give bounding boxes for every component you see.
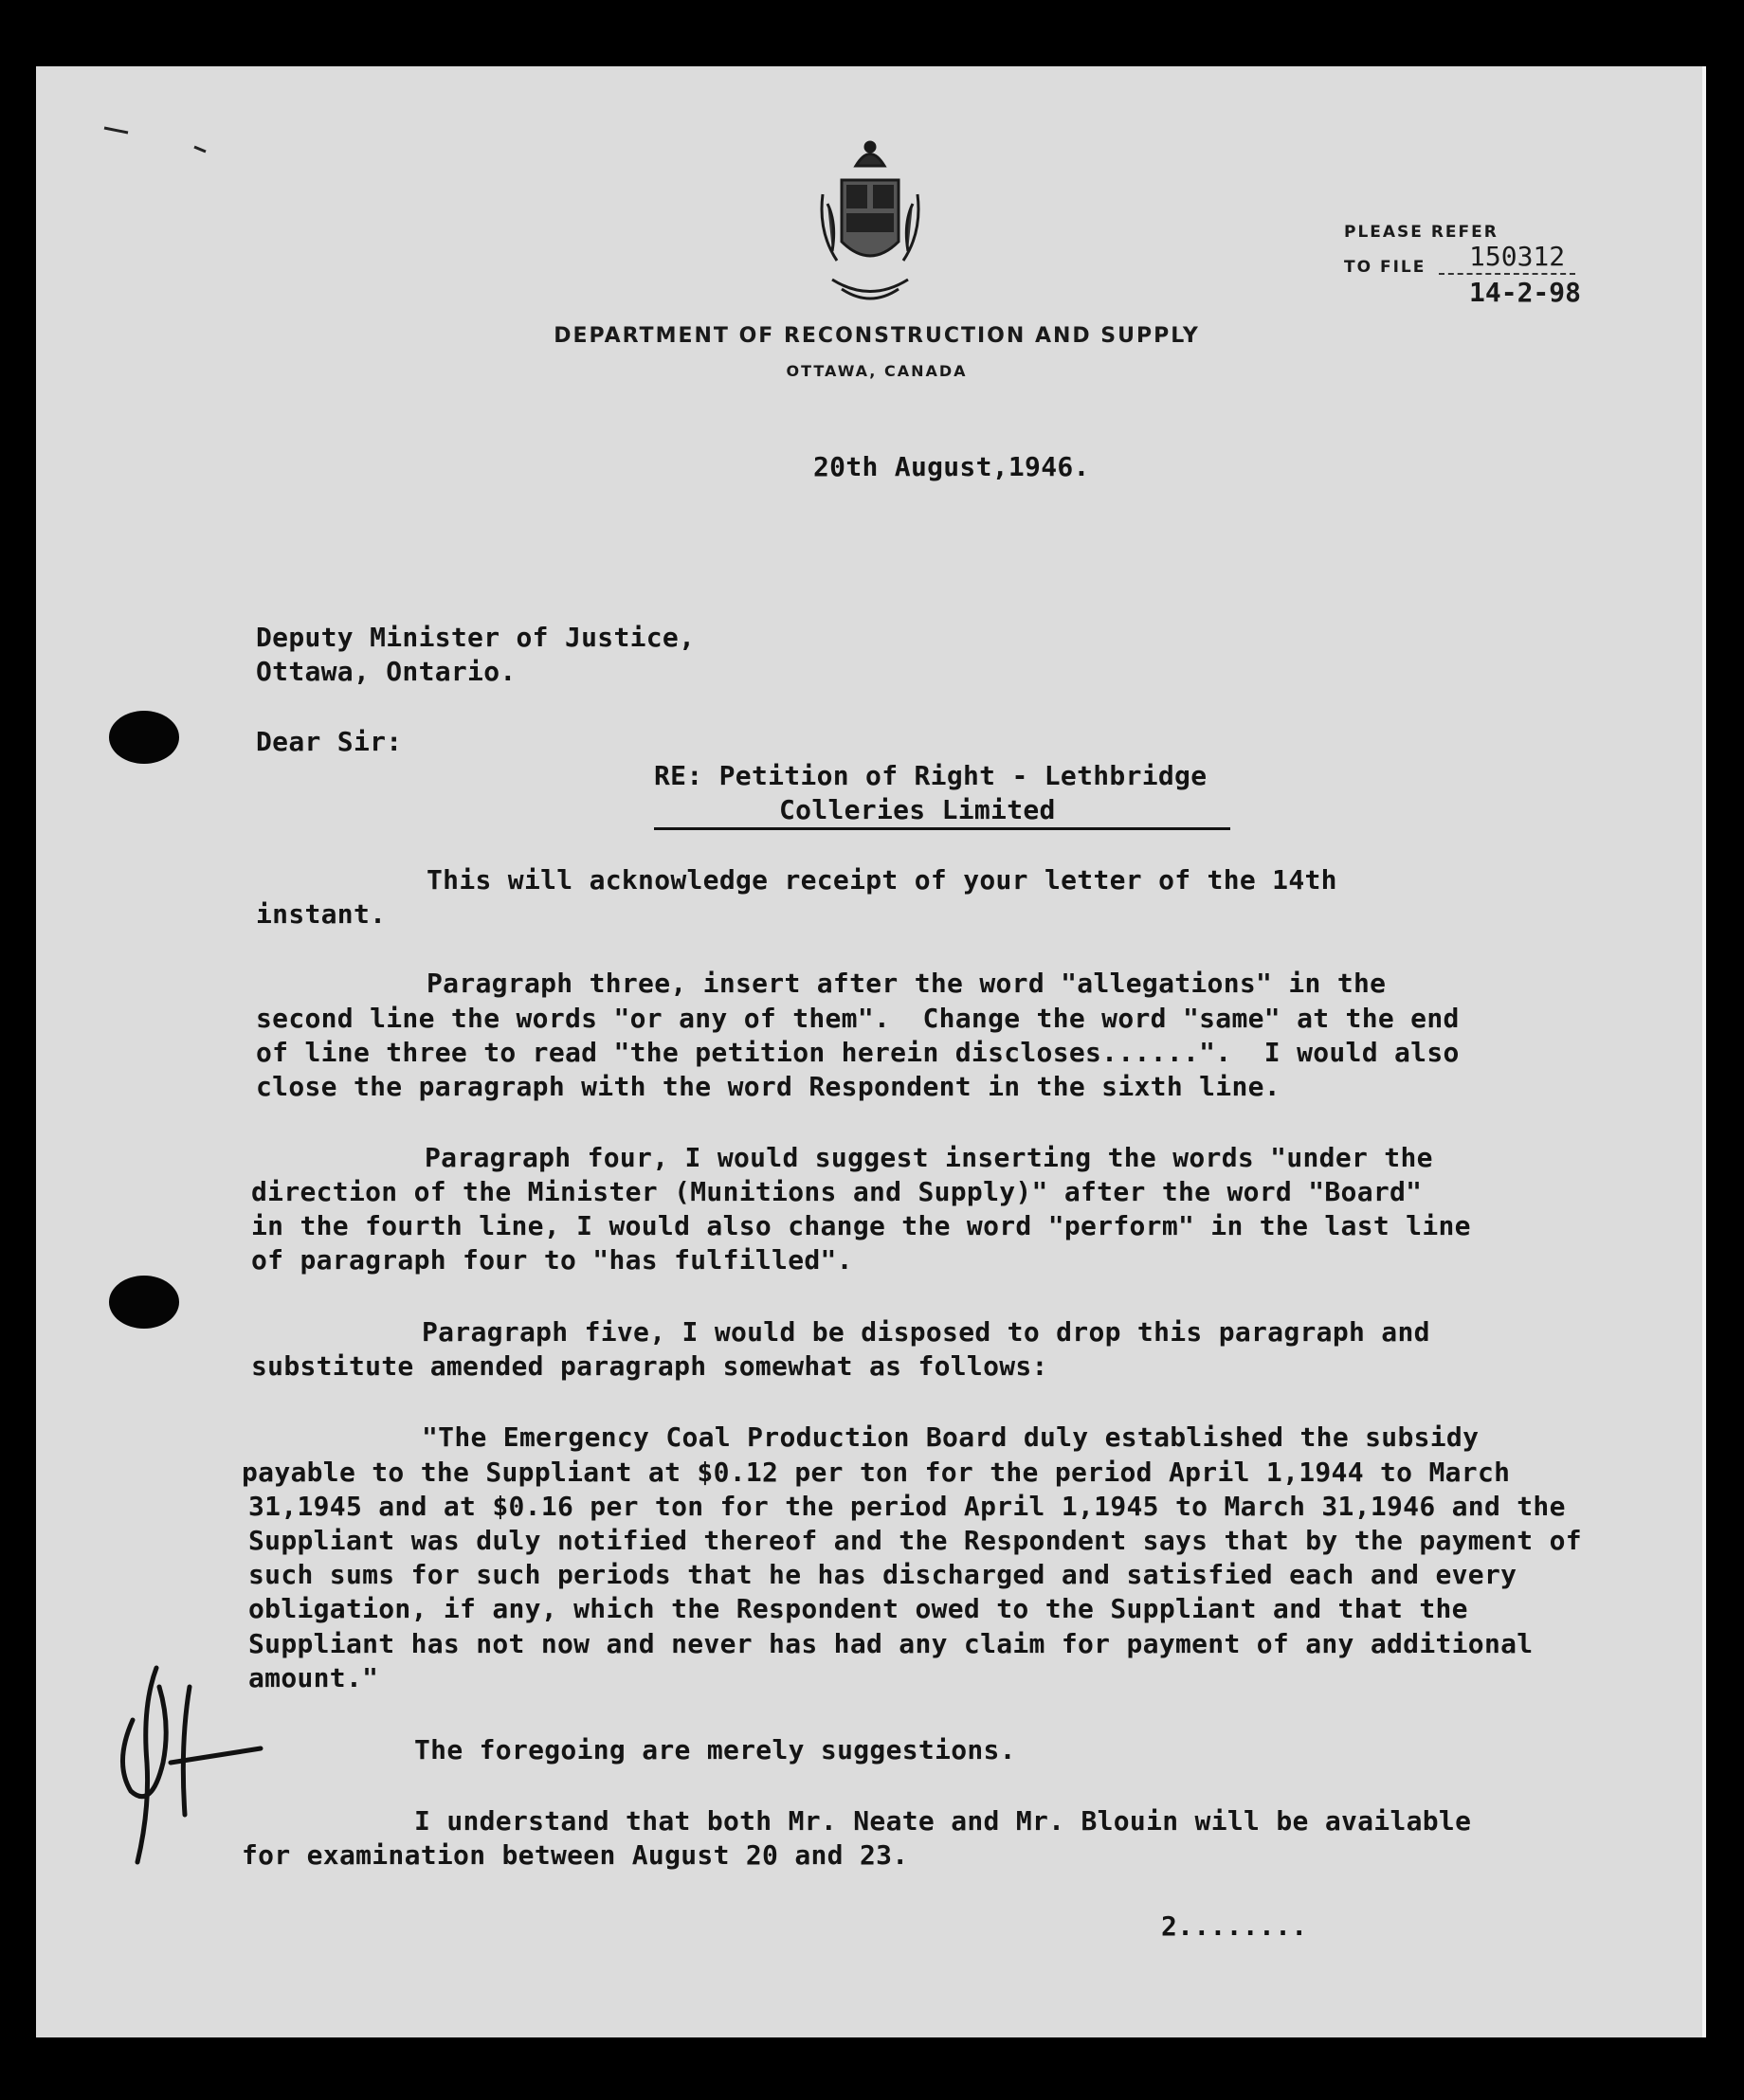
body-line: of paragraph four to "has fulfilled". <box>251 1244 853 1276</box>
department-name: DEPARTMENT OF RECONSTRUCTION AND SUPPLY <box>554 324 1200 348</box>
handwritten-initials <box>104 1649 265 1876</box>
file-dash-line <box>1439 273 1575 275</box>
department-city: OTTAWA, CANADA <box>786 362 968 380</box>
body-line: instant. <box>256 898 387 930</box>
subject-line-1: RE: Petition of Right - Lethbridge <box>654 760 1208 791</box>
quote-line: "The Emergency Coal Production Board duly established the subsidy <box>422 1421 1480 1453</box>
body-line: Paragraph five, I would be disposed to drop this paragraph and <box>422 1316 1430 1348</box>
punch-hole <box>109 711 179 764</box>
body-line: Paragraph four, I would suggest inserting the words "under the <box>425 1142 1433 1173</box>
punch-hole <box>109 1276 179 1329</box>
body-line: second line the words "or any of them". Change the word "same" at the end <box>256 1003 1460 1034</box>
body-line: This will acknowledge receipt of your letter of the 14th <box>427 864 1337 896</box>
subject-line-2: Colleries Limited <box>779 794 1056 825</box>
subject-underline <box>654 827 1230 830</box>
file-sub-number: 14-2-98 <box>1469 277 1582 308</box>
body-line: Paragraph three, insert after the word "allegations" in the <box>427 968 1387 999</box>
body-line: in the fourth line, I would also change the word "perform" in the last line <box>251 1210 1471 1241</box>
page-continuation: 2........ <box>1161 1910 1308 1942</box>
body-line: substitute amended paragraph somewhat as follows: <box>251 1350 1048 1382</box>
recipient-line-1: Deputy Minister of Justice, <box>256 622 696 653</box>
quote-line: Suppliant was duly notified thereof and the Respondent says that by the payment of <box>248 1525 1582 1556</box>
quote-line: payable to the Suppliant at $0.12 per ton for the period April 1,1944 to March <box>242 1457 1511 1488</box>
body-line: I understand that both Mr. Neate and Mr. Blouin will be available <box>414 1805 1472 1837</box>
file-label: TO FILE <box>1344 258 1426 277</box>
body-line: The foregoing are merely suggestions. <box>414 1734 1016 1765</box>
body-line: close the paragraph with the word Respondent in the sixth line. <box>256 1071 1281 1102</box>
quote-line: such sums for such periods that he has discharged and satisfied each and every <box>248 1559 1517 1590</box>
file-number: 150312 <box>1469 241 1566 272</box>
quote-line: obligation, if any, which the Respondent owed to the Suppliant and that the <box>248 1593 1468 1624</box>
body-line: of line three to read "the petition herein discloses......". I would also <box>256 1037 1460 1068</box>
quote-line: amount." <box>248 1662 379 1693</box>
quote-line: 31,1945 and at $0.16 per ton for the period April 1,1945 to March 31,1946 and the <box>248 1491 1566 1522</box>
recipient-line-2: Ottawa, Ontario. <box>256 656 517 687</box>
stray-mark <box>100 118 213 166</box>
coat-of-arms-icon <box>813 137 927 308</box>
letter-date: 20th August,1946. <box>813 451 1090 482</box>
salutation: Dear Sir: <box>256 726 403 757</box>
refer-label: PLEASE REFER <box>1344 223 1499 242</box>
quote-line: Suppliant has not now and never has had any claim for payment of any additional <box>248 1628 1534 1659</box>
body-line: direction of the Minister (Munitions and Supply)" after the word "Board" <box>251 1176 1423 1207</box>
body-line: for examination between August 20 and 23. <box>242 1839 909 1871</box>
